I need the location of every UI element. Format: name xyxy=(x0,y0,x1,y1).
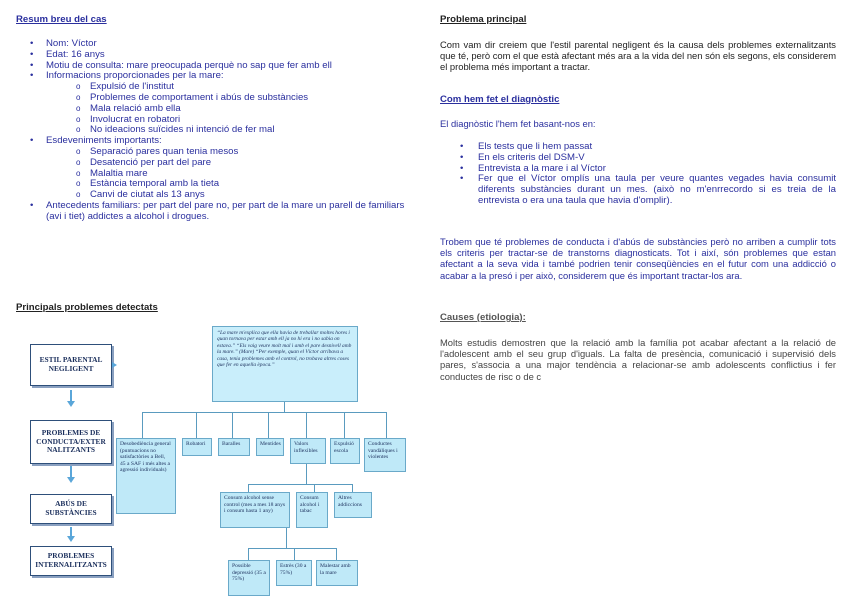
diagram-box-row3: Malestar amb la mare xyxy=(316,560,358,586)
list-item: • Motiu de consulta: mare preocupada perquè no sap que fer amb ell xyxy=(16,61,416,72)
list-item: o Separació pares quan tenia mesos xyxy=(46,147,416,158)
connector-line xyxy=(306,464,307,484)
connector-line xyxy=(344,412,345,438)
diagram-quote-box: “La mare m'explica que ella havia de treballar moltes hores i quan tornava per estar amb ell ja no hi era i no sabia on estava.” “Els vaig veure molt mal i amb el pare desnivell amb la mare.” (Mare) “Per exemple, quan el Víctor arribava a casa, tenia problemes amb el control, no trobava altres coses que fer en aquella època.” xyxy=(212,326,358,402)
diagram-box-row3: Estrès (30 a 75%) xyxy=(276,560,312,586)
connector-line xyxy=(196,412,197,438)
list-item xyxy=(16,136,416,201)
list-item: o Expulsió de l'institut xyxy=(46,82,416,93)
diagram-box-conduct: PROBLEMES DE CONDUCTA/EXTER NALITZANTS xyxy=(30,420,112,464)
list-item: • Fer que el Víctor omplís una taula per veure quantes vegades havia consumit diferents substàncies durant un mes. (això no m'enrrecordo si es treia de la entrevista o era una taula que havia d'omplir). xyxy=(440,174,836,206)
summary-list xyxy=(16,39,416,223)
connector-line xyxy=(294,548,295,560)
connector-line xyxy=(306,412,307,438)
list-item: • Nom: Víctor xyxy=(16,39,416,50)
conclusion-text: Trobem que té problemes de conducta i d'abús de substàncies però no arriben a cumplir tots els criteris per tractar-se de transtorns diagnosticats. Tot i així, són problemes que estan afectant a la seva vida i també podrien tenir conseqüències en el futur com una addicció o acabar a la presó i per això, considerem que és important tractar-los ara. xyxy=(440,236,836,281)
connector-line xyxy=(232,412,233,438)
list-item: • Edat: 16 anys xyxy=(16,50,416,61)
arrow-shaft xyxy=(70,466,72,478)
diagnosis-intro: El diagnòstic l'hem fet basant-nos en: xyxy=(440,118,596,129)
list-item: o Malaltia mare xyxy=(46,169,416,180)
list-item: o Canvi de ciutat als 13 anys xyxy=(46,190,416,201)
list-item: • Entrevista a la mare i al Víctor xyxy=(440,164,836,175)
causes-heading: Causes (etiologia): xyxy=(440,312,526,323)
events-sublist xyxy=(46,147,416,201)
causes-text: Molts estudis demostren que la relació amb la família pot acabar afectant a la relació de l'adolescent amb el seu grup d'iguals. La falta de presència, comunicació i supervisió dels pares, s'associa a una major tendència a relacionar-se amb adolescents conflictius i fer conductes de risc o de c xyxy=(440,337,836,382)
summary-heading: Resum breu del cas xyxy=(16,14,107,25)
diagram-box-row3: Possible depressió (35 a 75%) xyxy=(228,560,270,596)
arrow-shaft xyxy=(70,527,72,537)
diagram-box-row1: Valors inflexibles xyxy=(290,438,326,464)
connector-line xyxy=(352,484,353,492)
list-item: • Antecedents familiars: per part del pare no, per part de la mare un parell de familiars (avi i tiet) addictes a alcohol i drogues. xyxy=(16,201,416,223)
connector-line xyxy=(314,484,315,492)
diagram-box-row1: Robatori xyxy=(182,438,212,456)
arrow-right-icon xyxy=(112,362,117,368)
list-item: • En els criteris del DSM-V xyxy=(440,153,836,164)
connector-line xyxy=(248,548,336,549)
diagram-box-internal: PROBLEMES INTERNALITZANTS xyxy=(30,546,112,576)
list-item: o Estància temporal amb la tieta xyxy=(46,179,416,190)
arrow-down-icon xyxy=(67,477,75,483)
events-label: Esdeveniments importants: xyxy=(46,135,162,147)
diagram-box-row1: Baralles xyxy=(218,438,250,456)
info-sublist xyxy=(46,82,416,136)
diagnosis-heading: Com hem fet el diagnòstic xyxy=(440,94,560,105)
diagram-box-row2: Altres addiccions xyxy=(334,492,372,518)
list-item: o Involucrat en robatori xyxy=(46,115,416,126)
arrow-shaft xyxy=(70,390,72,402)
info-label: Informacions proporcionades per la mare: xyxy=(46,70,224,82)
diagram-box-row2: Consum alcohol i tabac xyxy=(296,492,328,528)
list-item: o Mala relació amb ella xyxy=(46,104,416,115)
diagram-box-row1: Desobediència general (puntuacions no satisfactòries a Bell, 45 a SAF i més altes a agressió individuals) xyxy=(116,438,176,514)
problems-heading: Principals problemes detectats xyxy=(16,302,158,313)
list-item: o Desatenció per part del pare xyxy=(46,158,416,169)
connector-line xyxy=(286,528,287,548)
diagnosis-list xyxy=(440,142,836,207)
connector-line xyxy=(142,412,386,413)
main-problem-text: Com vam dir creiem que l'estil parental negligent és la causa dels problemes externalitzants que té, però com el que està afectant més ara a la vida del nen són els segons, els considerem el problema més important a tractar. xyxy=(440,39,836,73)
arrow-down-icon xyxy=(67,536,75,542)
arrow-down-icon xyxy=(67,401,75,407)
connector-line xyxy=(336,548,337,560)
list-item: o Problemes de comportament i abús de substàncies xyxy=(46,93,416,104)
diagram-box-row1: Expulsió escola xyxy=(330,438,360,464)
connector-line xyxy=(386,412,387,438)
list-item xyxy=(16,71,416,136)
list-item: o No ideacions suïcides ni intenció de fer mal xyxy=(46,125,416,136)
connector-line xyxy=(142,412,143,438)
connector-line xyxy=(248,484,352,485)
diagram-box-parental: ESTIL PARENTAL NEGLIGENT xyxy=(30,344,112,386)
main-problem-heading: Problema principal xyxy=(440,14,527,25)
connector-line xyxy=(248,548,249,560)
connector-line xyxy=(284,402,285,412)
connector-line xyxy=(248,484,249,492)
list-item: • Els tests que li hem passat xyxy=(440,142,836,153)
diagram-box-substances: ABÚS DE SUBSTÀNCIES xyxy=(30,494,112,524)
diagram-box-row1: Mentides xyxy=(256,438,284,456)
diagram-box-row2: Consum alcohol sense control (mes a mes 18 anys i consum hasta 1 any) xyxy=(220,492,290,528)
connector-line xyxy=(268,412,269,438)
diagram-box-row1: Conductes vandàliques i violentes xyxy=(364,438,406,472)
